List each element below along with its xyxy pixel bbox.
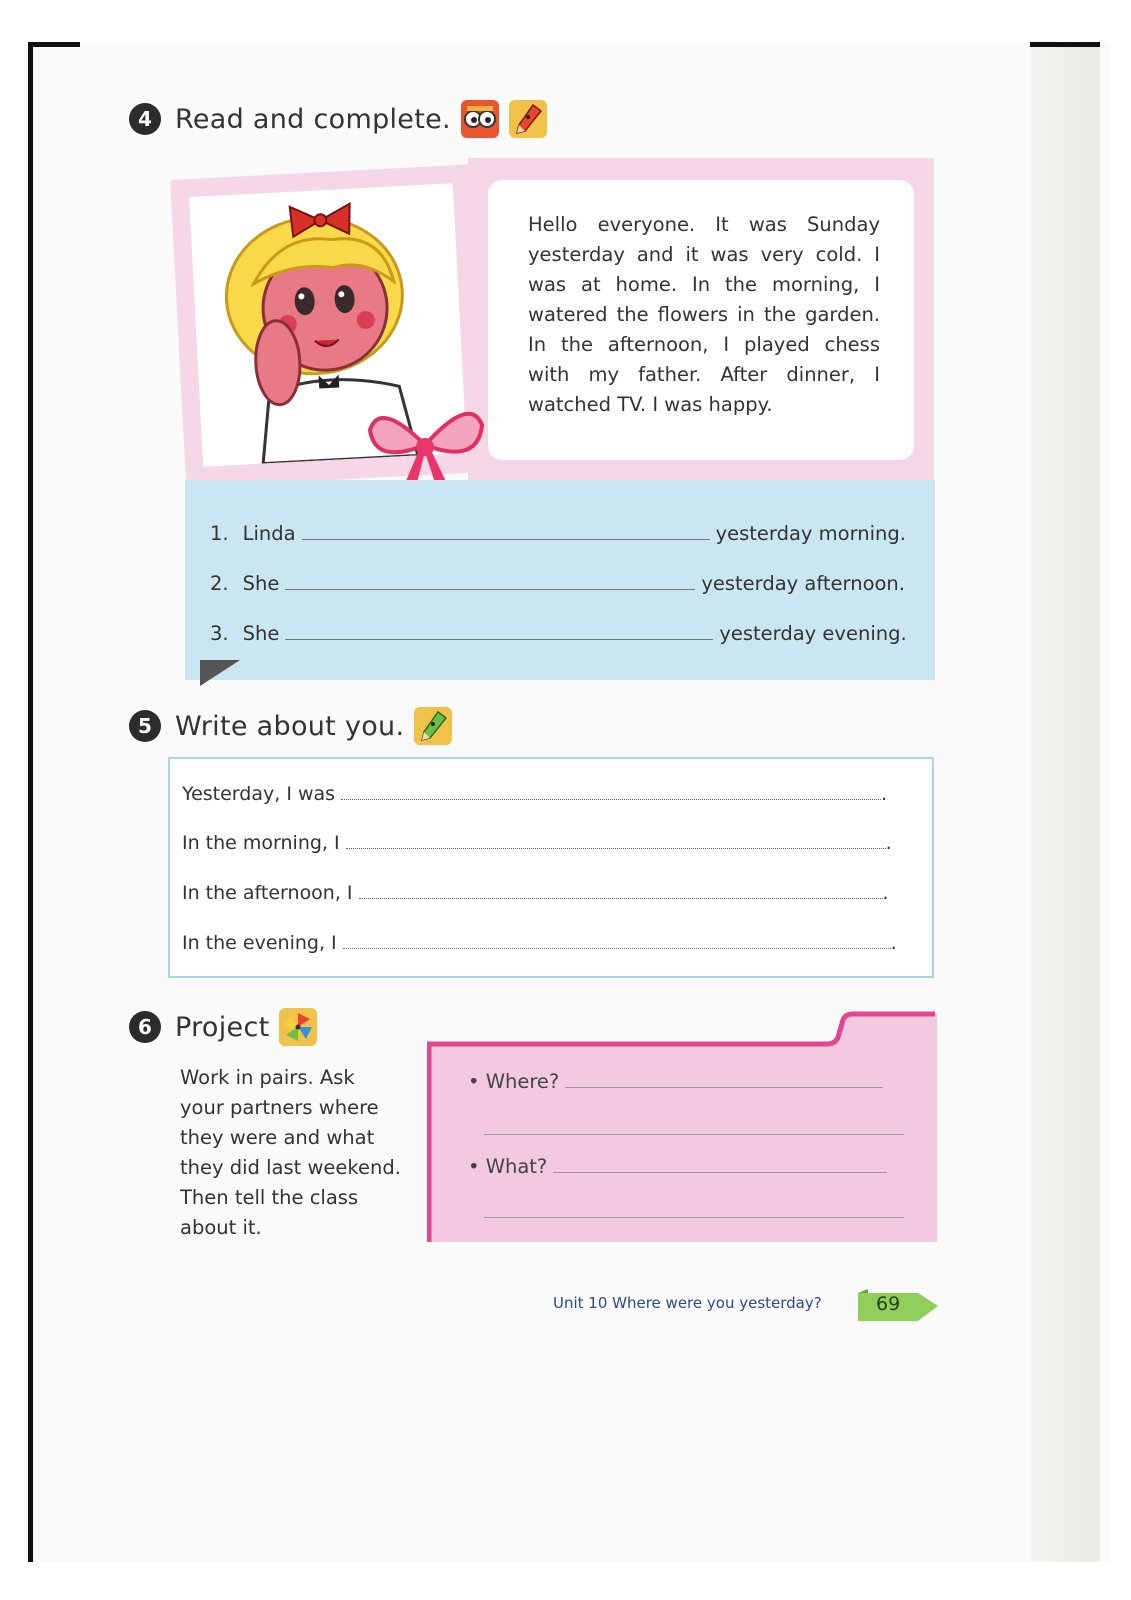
answer-blank-1[interactable]	[302, 523, 710, 540]
instruction-line: they were and what	[180, 1126, 375, 1149]
section-4-number: 4	[129, 103, 161, 135]
write-line-2[interactable]	[346, 833, 886, 849]
item-tail: yesterday evening.	[719, 622, 907, 645]
write-row-3	[182, 882, 889, 904]
question-where: • Where?	[468, 1070, 560, 1093]
page-top-edge-right	[1030, 42, 1100, 47]
instruction-line: Then tell the class	[180, 1186, 359, 1209]
project-folder-card	[427, 1010, 937, 1242]
page-top-edge-left	[28, 42, 80, 47]
fill-row-3	[210, 622, 907, 645]
line-end: .	[882, 882, 889, 904]
item-number: 1.	[210, 522, 229, 545]
page-number: 69	[876, 1293, 901, 1315]
answer-blank-3[interactable]	[285, 623, 713, 640]
story-text: Hello everyone. It was Sunday yesterday and it was very cold. I was at home. In the morning, I watered the flowers in the garden. In the afternoon, I played chess with my father. After dinner, I watched TV. I was happy.	[528, 213, 880, 416]
write-line-4[interactable]	[343, 933, 891, 949]
project-instructions	[180, 1063, 420, 1243]
where-answer-line[interactable]	[565, 1071, 883, 1088]
prompt-text: In the afternoon, I	[182, 882, 353, 904]
write-row-1	[182, 783, 887, 805]
band-tab-shape	[200, 660, 240, 686]
line-end: .	[890, 932, 897, 954]
write-line-1[interactable]	[341, 784, 881, 800]
prompt-text: In the morning, I	[182, 832, 340, 854]
item-subject: She	[242, 622, 280, 645]
answer-blank-2[interactable]	[285, 573, 695, 590]
what-answer-line-2[interactable]	[484, 1217, 904, 1218]
section-5-number: 5	[129, 710, 161, 742]
section-6-header	[129, 1008, 317, 1046]
write-row-2	[182, 832, 892, 854]
eyes-icon	[461, 100, 499, 138]
page-left-edge	[28, 42, 33, 1562]
item-subject: Linda	[242, 522, 296, 545]
section-4-header	[129, 100, 547, 138]
question-what: • What?	[468, 1155, 548, 1178]
section-4-title: Read and complete.	[175, 103, 451, 135]
item-number: 2.	[210, 572, 229, 595]
what-answer-line[interactable]	[553, 1156, 887, 1173]
section-6-title: Project	[175, 1011, 270, 1043]
page-right-shade	[1030, 46, 1100, 1562]
fill-row-1	[210, 522, 906, 545]
section-5-title: Write about you.	[175, 710, 405, 742]
question-what-row	[468, 1155, 893, 1178]
item-subject: She	[242, 572, 280, 595]
section-5-header	[129, 707, 452, 745]
fill-row-2	[210, 572, 905, 595]
prompt-text: Yesterday, I was	[182, 783, 336, 805]
line-end: .	[885, 832, 892, 854]
section-6-number: 6	[129, 1011, 161, 1043]
instruction-line: they did last weekend.	[180, 1156, 401, 1179]
pencil-icon	[509, 100, 547, 138]
question-where-row	[468, 1070, 889, 1093]
instruction-line: your partners where	[180, 1096, 379, 1119]
write-row-4	[182, 932, 897, 954]
item-tail: yesterday afternoon.	[701, 572, 905, 595]
where-answer-line-2[interactable]	[484, 1134, 904, 1135]
prompt-text: In the evening, I	[182, 932, 337, 954]
pencil-icon	[414, 707, 452, 745]
instruction-line: Work in pairs. Ask	[180, 1066, 355, 1089]
unit-footer: Unit 10 Where were you yesterday?	[553, 1294, 822, 1312]
item-tail: yesterday morning.	[715, 522, 906, 545]
write-line-3[interactable]	[359, 883, 883, 899]
pinwheel-icon	[279, 1008, 317, 1046]
line-end: .	[881, 783, 888, 805]
item-number: 3.	[210, 622, 229, 645]
instruction-line: about it.	[180, 1216, 262, 1239]
